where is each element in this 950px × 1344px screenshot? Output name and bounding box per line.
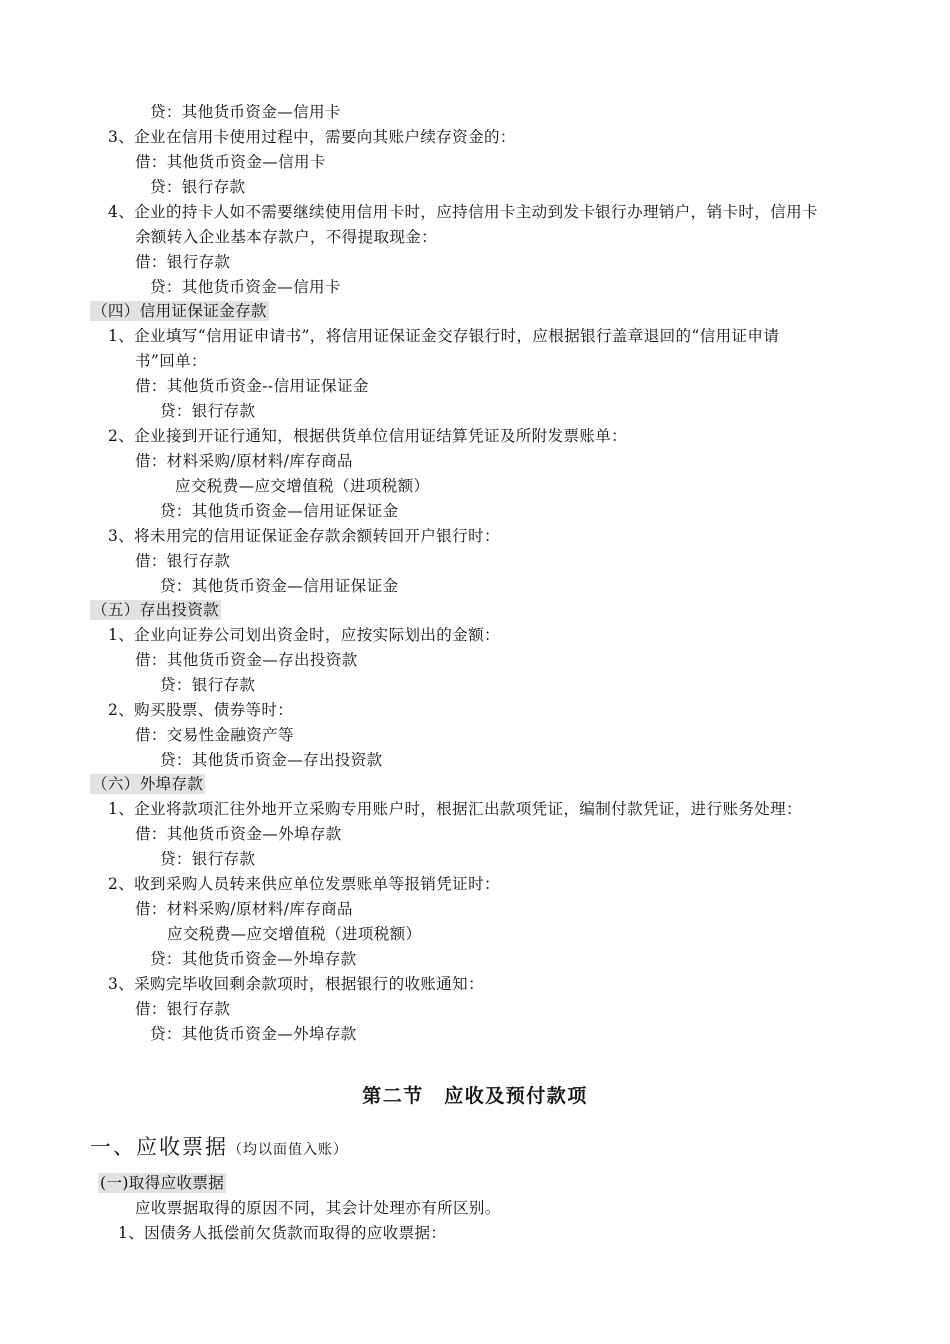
entry-line: 4、企业的持卡人如不需要继续使用信用卡时，应持信用卡主动到发卡银行办理销户，销卡时，信用卡 (108, 203, 818, 221)
entry-line: 2、企业接到开证行通知，根据供货单位信用证结算凭证及所附发票账单： (108, 427, 628, 445)
entry-line: 贷：银行存款 (160, 402, 256, 420)
entry-line: 借：其他货币资金—信用卡 (135, 153, 326, 171)
entry-line: 1、企业将款项汇往外地开立采购专用账户时，根据汇出款项凭证，编制付款凭证，进行账务处理： (108, 800, 802, 818)
entry-line: 贷：其他货币资金—存出投资款 (160, 751, 383, 769)
entry-line: 借：材料采购/原材料/库存商品 (135, 452, 353, 470)
entry-line: 3、将未用完的信用证保证金存款余额转回开户银行时： (108, 527, 500, 545)
entry-line: 借：银行存款 (135, 1000, 231, 1018)
subheading: (一)取得应收票据 (100, 1174, 225, 1192)
entry-line: 贷：其他货币资金—信用证保证金 (160, 502, 399, 520)
entry-line: 贷：其他货币资金—信用卡 (150, 278, 341, 296)
entry-line: 贷：其他货币资金—外埠存款 (150, 1025, 357, 1043)
heading-main: 一、应收票据 (90, 1135, 228, 1159)
entry-line: 借：材料采购/原材料/库存商品 (135, 900, 353, 918)
entry-line: 应交税费—应交增值税（进项税额） (167, 925, 422, 943)
entry-line: 贷：其他货币资金—信用卡 (150, 103, 341, 121)
entry-line: 贷：银行存款 (150, 178, 246, 196)
entry-line: 借：其他货币资金—外埠存款 (135, 825, 342, 843)
chapter-heading (90, 1133, 348, 1164)
entry-line: 3、采购完毕收回剩余款项时，根据银行的收账通知： (108, 975, 484, 993)
entry-line: 借：银行存款 (135, 253, 231, 271)
entry-line: 借：其他货币资金—存出投资款 (135, 651, 358, 669)
section-title: 第二节 应收及预付款项 (362, 1085, 588, 1107)
entry-line: 余额转入企业基本存款户，不得提取现金： (135, 228, 438, 246)
entry-line: 2、收到采购人员转来供应单位发票账单等报销凭证时： (108, 875, 500, 893)
entry-line: 3、企业在信用卡使用过程中，需要向其账户续存资金的： (108, 128, 516, 146)
entry-line: 借：银行存款 (135, 552, 231, 570)
entry-line: 贷：银行存款 (160, 676, 256, 694)
entry-line: 书”回单： (135, 352, 207, 370)
entry-line: 贷：其他货币资金—信用证保证金 (160, 577, 399, 595)
entry-line: 1、企业向证券公司划出资金时，应按实际划出的金额： (108, 626, 500, 644)
body-line: 1、因债务人抵偿前欠货款而取得的应收票据： (118, 1224, 447, 1242)
entry-line: 贷：银行存款 (160, 850, 256, 868)
body-line: 应收票据取得的原因不同，其会计处理亦有所区别。 (135, 1199, 501, 1217)
entry-line: 借：其他货币资金--信用证保证金 (135, 377, 369, 395)
subheading: （四）信用证保证金存款 (92, 302, 267, 320)
subheading: （五）存出投资款 (92, 601, 220, 619)
heading-note: （均以面值入账） (228, 1142, 348, 1158)
entry-line: 应交税费—应交增值税（进项税额） (175, 477, 430, 495)
entry-line: 借：交易性金融资产等 (135, 726, 295, 744)
entry-line: 2、购买股票、债券等时： (108, 701, 294, 719)
subheading: （六）外埠存款 (92, 775, 204, 793)
entry-line: 贷：其他货币资金—外埠存款 (150, 950, 357, 968)
entry-line: 1、企业填写“信用证申请书”，将信用证保证金交存银行时，应根据银行盖章退回的“信用证申请 (108, 327, 780, 345)
